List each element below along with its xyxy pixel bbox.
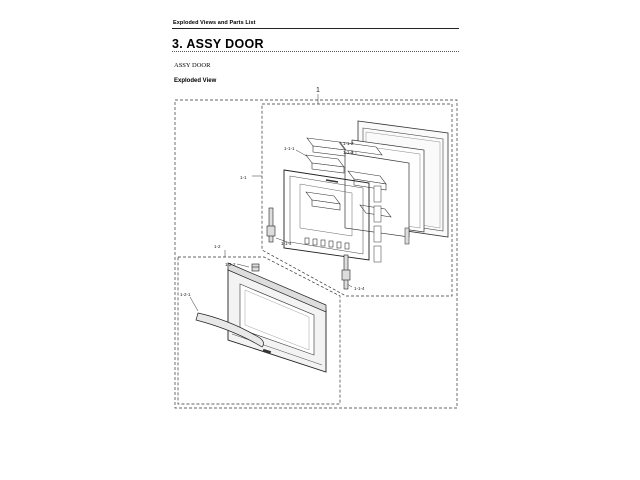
callout-1-1-4-left: 1-1-4	[281, 241, 292, 246]
callout-1-2-2: 1-2-2	[225, 262, 236, 267]
callout-1-2-1: 1-2-1	[180, 292, 191, 297]
callout-1-2: 1-2	[214, 244, 221, 249]
page-subtitle: ASSY DOOR	[174, 62, 211, 69]
callout-1-1-1: 1-1-1	[284, 146, 295, 151]
bracket	[252, 264, 259, 271]
hinge-right	[342, 255, 350, 289]
page-title: 3. ASSY DOOR	[172, 37, 264, 51]
hinge-left	[267, 208, 275, 242]
callout-1-1-2: 1-1-2	[343, 141, 354, 146]
callout-1-1-3: 1-1-3	[343, 150, 354, 155]
section-header: Exploded Views and Parts List	[173, 20, 256, 26]
callout-1-1-4-right: 1-1-4	[354, 286, 365, 291]
outer-door-assembly	[196, 263, 326, 372]
callout-1: 1	[316, 87, 320, 94]
exploded-view-label: Exploded View	[174, 78, 217, 84]
callout-1-1: 1-1	[240, 175, 247, 180]
